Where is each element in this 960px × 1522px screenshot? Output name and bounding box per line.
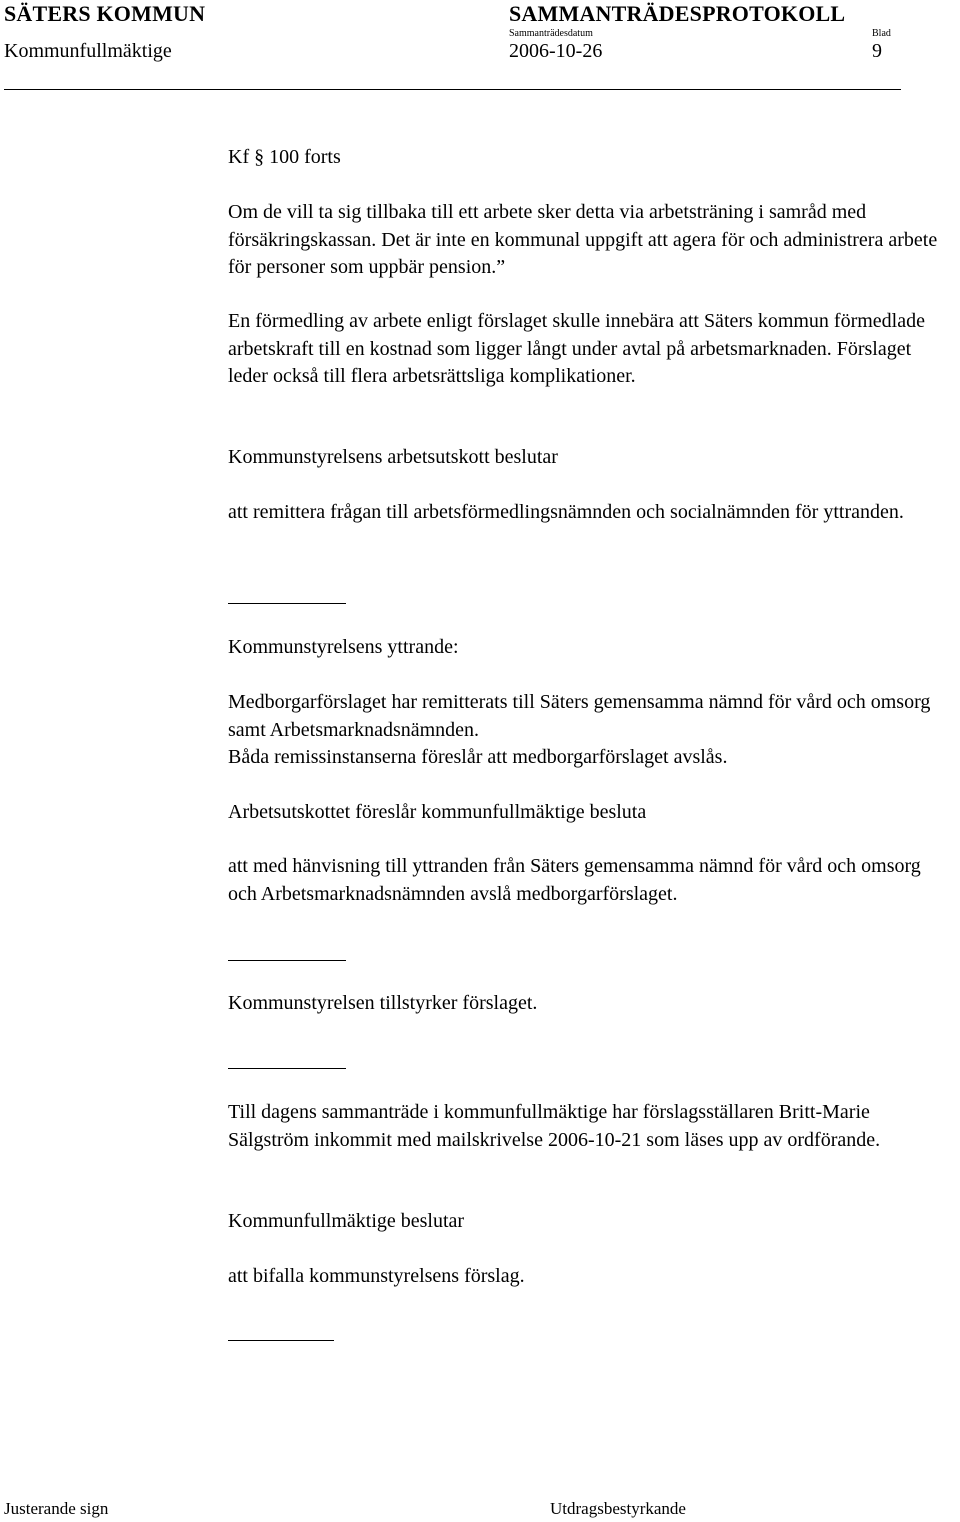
meeting-date: 2006-10-26 [509,40,603,62]
paragraph: Om de vill ta sig tillbaka till ett arbete sker detta via arbetsträning i samråd med försäkringskassan. Det är inte en kommunal uppgift att agera för och administrera arbete för personer som uppbär pension.” [228,201,938,278]
separator-line [228,1068,346,1069]
paragraph: En förmedling av arbete enligt förslaget skulle innebära att Säters kommun förmedlade arbetskraft till en kostnad som ligger långt under avtal på arbetsmarknaden. Förslaget leder också till flera arbetsrättsliga komplikationer. [228,310,925,387]
paragraph: Kommunstyrelsen tillstyrker förslaget. [228,992,538,1014]
paragraph: Medborgarförslaget har remitterats till Säters gemensamma nämnd för vård och omsorg samt Arbetsmarknadsnämnden. [228,691,931,741]
paragraph: att med hänvisning till yttranden från Säters gemensamma nämnd för vård och omsorg och Arbetsmarknadsnämnden avslå medborgarförslaget. [228,855,921,905]
separator-line [228,1340,334,1341]
paragraph: Båda remissinstanserna föreslår att medborgarförslaget avslås. [228,746,728,768]
organization-name: SÄTERS KOMMUN [4,1,206,26]
paragraph: Kommunstyrelsens arbetsutskott beslutar [228,446,558,468]
utdragsbestyrkande-label: Utdragsbestyrkande [550,1499,686,1518]
paragraph: Kommunfullmäktige beslutar [228,1210,465,1232]
body-name: Kommunfullmäktige [4,40,172,62]
paragraph: Till dagens sammanträde i kommunfullmäktige har förslagsställaren Britt-Marie Sälgström inkommit med mailskrivelse 2006-10-21 som läses upp av ordförande. [228,1101,881,1151]
page-number: 9 [872,40,882,62]
separator-line [228,960,346,961]
paragraph: Kommunstyrelsens yttrande: [228,636,459,658]
paragraph: att remittera frågan till arbetsförmedlingsnämnden och socialnämnden för yttranden. [228,501,904,523]
date-label: Sammanträdesdatum [509,28,593,39]
justerande-sign-label: Justerande sign [4,1499,109,1518]
paragraph: Arbetsutskottet föreslår kommunfullmäktige besluta [228,801,647,823]
header-divider [4,89,901,90]
page-label: Blad [872,28,891,39]
section-heading: Kf § 100 forts [228,146,341,168]
separator-line [228,603,346,604]
document-type: SAMMANTRÄDESPROTOKOLL [509,1,846,26]
paragraph: att bifalla kommunstyrelsens förslag. [228,1265,525,1287]
